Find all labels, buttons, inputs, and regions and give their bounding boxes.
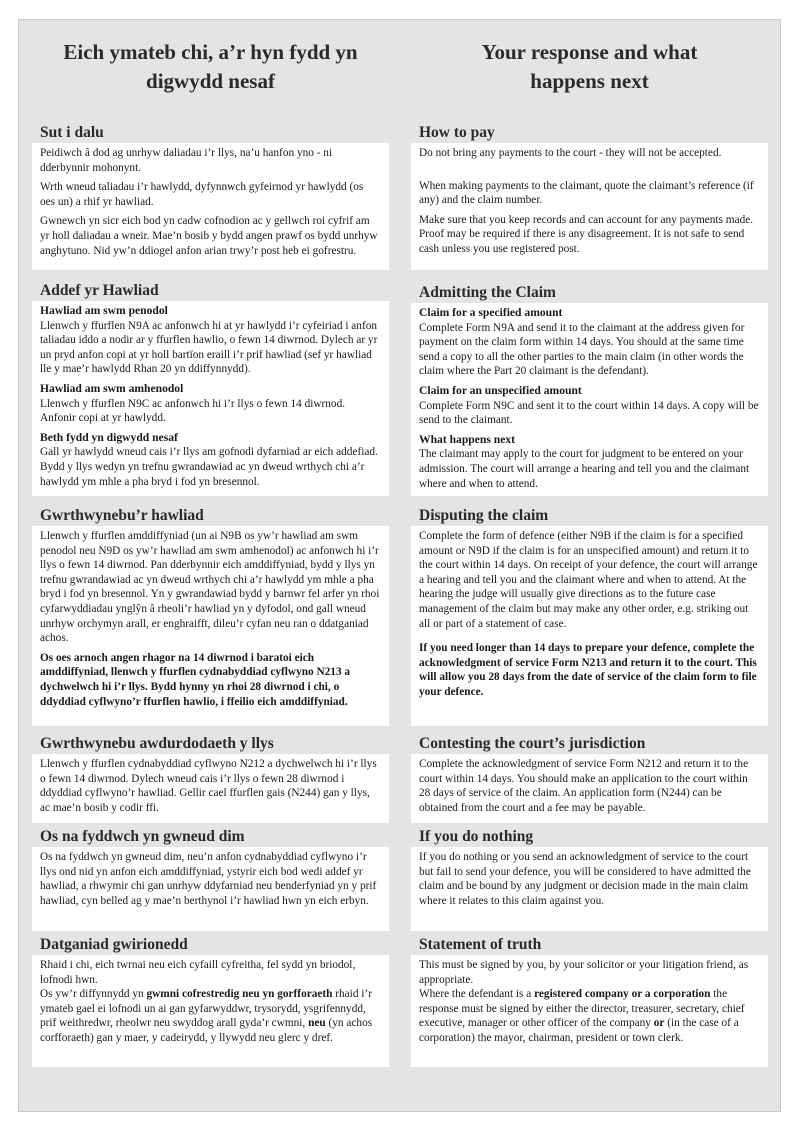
welsh-jurisdiction-box bbox=[32, 754, 389, 823]
english-pay-section bbox=[411, 122, 768, 270]
english-title-line2: happens next bbox=[530, 69, 649, 93]
welsh-truth-p2c: rhaid i’r ymateb gael ei lofnodi un ai gan gyfarwyddwr, trysorydd, ysgrifennydd, prif weithredwr, rheolwr neu swyddog arall gyda’r cwmni, bbox=[40, 988, 372, 1030]
english-dispute-box bbox=[411, 526, 768, 726]
english-admit-box bbox=[411, 303, 768, 496]
welsh-truth-p2a: Os yw’r diffynnydd yn bbox=[40, 988, 147, 1001]
english-pay-heading: How to pay bbox=[419, 124, 495, 141]
welsh-dispute-box bbox=[32, 526, 389, 726]
english-truth-p2b: registered company or a corporation bbox=[534, 988, 711, 1001]
english-nothing-heading: If you do nothing bbox=[419, 828, 534, 845]
english-pay-p1: Do not bring any payments to the court - they will not be accepted. bbox=[419, 147, 722, 159]
english-jurisdiction-heading: Contesting the court’s jurisdiction bbox=[419, 735, 646, 752]
english-dispute-p1: Complete the form of defence (either N9B if the claim is for a specified amount or N9D if the claim is for an unspecified amount) and return it to the court within 14 days. On receipt of your defence, the court will arrange a hearing and tell you and the claimant where and when to attend. At the hearing the judge will usually give directions as to the future case management of the claim but may make any other order, e.g. striking out all or part of a statement of case. bbox=[419, 530, 758, 630]
welsh-truth-section bbox=[32, 934, 389, 1067]
welsh-admit-p3: Gall yr hawlydd wneud cais i’r llys am gofnodi dyfarniad ar eich addefiad. Bydd y llys wedyn yn trefnu gwrandawiad ac yn dweud wrthych chi a’r hawlydd ym mhle a pha bryd i fod yn bresennol. bbox=[40, 446, 378, 488]
welsh-truth-heading: Datganiad gwirionedd bbox=[40, 936, 188, 953]
welsh-admit-sub2: Hawliad am swm amhenodol bbox=[40, 381, 184, 395]
welsh-admit-p2: Llenwch y ffurflen N9C ac anfonwch hi i’r llys o fewn 14 diwrnod. Anfonir copi at yr hawlydd. bbox=[40, 397, 346, 425]
welsh-truth-p2d: neu bbox=[308, 1017, 326, 1030]
welsh-nothing-section bbox=[32, 826, 389, 931]
english-truth-p2a: Where the defendant is a bbox=[419, 988, 535, 1001]
english-admit-p1: Complete Form N9A and send it to the claimant at the address given for payment on the claim form within 14 days. You should at the same time send a copy to all the other parties to the main claim (in other words the claim where the Part 20 claimant is the defendant). bbox=[419, 321, 745, 378]
english-truth-p2 bbox=[419, 987, 760, 1045]
english-nothing-p1: If you do nothing or you send an acknowledgment of service to the court but fail to send your defence, you will be considered to have admitted the claim and be bound by any judgment or decision made in the main claim where it relates to this claim against you. bbox=[419, 851, 751, 907]
english-admit-p3: The claimant may apply to the court for judgment to be entered on your admission. The court will arrange a hearing and tell you and the claimant where and when to attend. bbox=[419, 448, 750, 490]
english-admit-sub2: Claim for an unspecified amount bbox=[419, 383, 582, 397]
welsh-pay-heading: Sut i dalu bbox=[40, 124, 104, 141]
welsh-dispute-p2: Os oes arnoch angen rhagor na 14 diwrnod i baratoi eich amddiffyniad, llenwch y ffurflen cydnabyddiad cyflwyno N213 a dychwelwch hi i’r llys. Bydd hynny yn rhoi 28 diwrnod i chi, o ddyddiad cyflwyno’r ffurflen hawlio, i ffeilio eich amddiffyniad. bbox=[40, 651, 351, 708]
english-page-title bbox=[411, 38, 768, 96]
english-pay-box bbox=[411, 143, 768, 270]
english-pay-p2: When making payments to the claimant, quote the claimant’s reference (if any) and the claim number. bbox=[419, 179, 754, 207]
english-admit-p2: Complete Form N9C and sent it to the court within 14 days. A copy will be send to the claimant. bbox=[419, 399, 759, 427]
english-pay-p3: Make sure that you keep records and can account for any payments made. Proof may be required if there is any disagreement. It is not safe to send cash unless you use registered post. bbox=[419, 213, 754, 255]
welsh-nothing-heading: Os na fyddwch yn gwneud dim bbox=[40, 828, 245, 845]
english-nothing-section bbox=[411, 826, 768, 931]
english-jurisdiction-box bbox=[411, 754, 768, 823]
welsh-admit-heading: Addef yr Hawliad bbox=[40, 282, 159, 299]
welsh-dispute-p1: Llenwch y ffurflen amddiffyniad (un ai N9B os yw’r hawliad am swm penodol neu N9D os yw’r hawliad am swm amhenodol) ac anfonwch hi i’r llys o fewn 14 diwrnod. Pan dderbynnir eich amddiffyniad, bydd y llys yn trefnu gwrandawiad ac yn dweud wrthych chi a’r hawlydd ym mhle a pha bryd i fod yn bresennol. Yn y gwrandawiad bydd y barnwr fel arfer yn rhoi cyfarwyddiadau ynglŷn â rheoli’r hawliad yn y dyfodol, ond gall wneud unrhyw orchymyn arall, er enghraifft, dileu’r cyfan neu ran o ddatganiad achos. bbox=[40, 530, 380, 645]
english-truth-section bbox=[411, 934, 768, 1067]
welsh-dispute-heading: Gwrthwynebu’r hawliad bbox=[40, 507, 204, 524]
english-truth-heading: Statement of truth bbox=[419, 936, 542, 953]
english-admit-heading: Admitting the Claim bbox=[419, 284, 556, 301]
english-title-line1: Your response and what bbox=[481, 40, 698, 64]
welsh-title-line2: digwydd nesaf bbox=[146, 69, 275, 93]
english-truth-box bbox=[411, 955, 768, 1067]
english-admit-sub1: Claim for a specified amount bbox=[419, 306, 563, 319]
english-dispute-p2: If you need longer than 14 days to prepare your defence, complete the acknowledgment of service Form N213 and return it to the court. This will allow you 28 days from the date of service of the claim form to file your defence. bbox=[419, 642, 757, 698]
welsh-admit-section bbox=[32, 280, 389, 496]
welsh-dispute-section bbox=[32, 505, 389, 726]
english-jurisdiction-section bbox=[411, 733, 768, 823]
welsh-truth-p1: Rhaid i chi, eich twrnai neu eich cyfaill cyfreitha, fel sydd yn briodol, lofnodi hwn. bbox=[40, 959, 356, 986]
welsh-pay-box bbox=[32, 143, 389, 270]
welsh-pay-p3: Gwnewch yn sicr eich bod yn cadw cofnodion ac y gellwch roi cyfrif am yr holl daliadau a wneir. Mae’n bosib y bydd angen prawf os bydd unrhyw anghytuno. Nid yw’n ddiogel anfon arian trwy’r post heb ei gofrestru. bbox=[40, 215, 378, 257]
welsh-page-title bbox=[32, 38, 389, 96]
english-jurisdiction-p1: Complete the acknowledgment of service Form N212 and return it to the court within 14 days. You should make an application to the court within 28 days of service of the claim. An application form (N244) can be obtained from the court and a fee may be payable. bbox=[419, 758, 749, 814]
welsh-truth-p2e: (yn achos corfforaeth) gan y maer, y cadeirydd, y llywydd neu glerc y dref. bbox=[40, 1017, 373, 1044]
form-sheet bbox=[18, 19, 781, 1112]
english-dispute-heading: Disputing the claim bbox=[419, 507, 549, 524]
welsh-admit-sub3: Beth fydd yn digwydd nesaf bbox=[40, 430, 178, 444]
welsh-jurisdiction-heading: Gwrthwynebu awdurdodaeth y llys bbox=[40, 735, 274, 752]
english-truth-p2d: or bbox=[653, 1017, 665, 1030]
english-truth-p2e: (in the case of a corporation) the mayor, chairman, president or town clerk. bbox=[419, 1017, 739, 1044]
english-truth-p2c: the response must be signed by either the director, treasurer, secretary, chief executive, manager or other officer of the company bbox=[419, 988, 745, 1030]
welsh-title-line1: Eich ymateb chi, a’r hyn fydd yn bbox=[63, 40, 358, 64]
english-admit-section bbox=[411, 282, 768, 496]
english-dispute-section bbox=[411, 505, 768, 726]
welsh-pay-section bbox=[32, 122, 389, 270]
welsh-pay-p2: Wrth wneud taliadau i’r hawlydd, dyfynnwch gyfeirnod yr hawlydd (os oes un) a rhif yr hawliad. bbox=[40, 181, 364, 208]
welsh-admit-box bbox=[32, 301, 389, 496]
welsh-pay-p1: Peidiwch â dod ag unrhyw daliadau i’r llys, na’u hanfon yno - ni dderbynnir mohonynt. bbox=[40, 147, 333, 174]
welsh-nothing-box bbox=[32, 847, 389, 931]
welsh-truth-box bbox=[32, 955, 389, 1067]
welsh-truth-p2 bbox=[40, 987, 381, 1045]
english-admit-sub3: What happens next bbox=[419, 432, 515, 446]
english-nothing-box bbox=[411, 847, 768, 931]
welsh-truth-p2b: gwmni cofrestredig neu yn gorfforaeth bbox=[146, 988, 333, 1001]
welsh-jurisdiction-section bbox=[32, 733, 389, 823]
welsh-admit-p1: Llenwch y ffurflen N9A ac anfonwch hi at yr hawlydd i’r cyfeiriad i anfon taliadau iddo a nodir ar y ffurflen hawlio, o fewn 14 diwrnod. Dylech ar yr un pryd anfon copi at yr holl bartïon eraill i’r prif hawliad (sef yr hawliad lle y mae’r hawlydd Rhan 20 yn ddiffynnydd). bbox=[40, 319, 378, 376]
welsh-jurisdiction-p1: Llenwch y ffurflen cydnabyddiad cyflwyno N212 a dychwelwch hi i’r llys o fewn 14 diwrnod. Dylech wneud cais i’r llys o fewn 28 diwrnod i ddyddiad cyflwyno’r hawliad. Gellir cael ffurflen gais (N244) gan y llys, ac mae’n bosib y codir ffi. bbox=[40, 758, 377, 814]
english-truth-p1: This must be signed by you, by your solicitor or your litigation friend, as appropriate. bbox=[419, 959, 749, 986]
welsh-admit-sub1: Hawliad am swm penodol bbox=[40, 304, 168, 317]
welsh-nothing-p1: Os na fyddwch yn gwneud dim, neu’n anfon cydnabyddiad cyflwyno i’r llys ond nid yn anfon eich amddiffyniad, ystyrir eich bod wedi addef yr hawliad, a rhwymir chi gan unrhyw ddyfarniad neu benderfyniad yn y prif hawliad, cyn belled ag y mae’n berthynol i’r hawliad hwn yn eich erbyn. bbox=[40, 851, 377, 907]
